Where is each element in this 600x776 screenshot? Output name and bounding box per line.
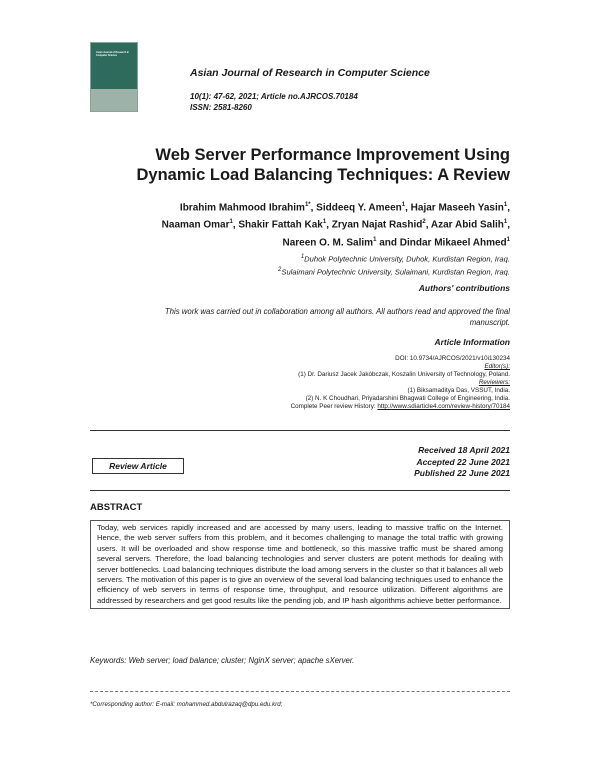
doi-text: DOI: 10.9734/AJRCOS/2021/v10i130234 xyxy=(395,355,510,362)
author-list xyxy=(90,198,510,250)
reviewer-entry: (2) N. K Choudhari, Priyadarshini Bhagwati College of Engineering, India. xyxy=(305,395,510,402)
corresponding-author-footnote: *Corresponding author: E-mail: mohammed.abdulrazaq@dpu.edu.krd; xyxy=(90,701,283,708)
author-name: Shakir Fattah Kak xyxy=(238,219,323,231)
paper-title-line-2: Dynamic Load Balancing Techniques: A Review xyxy=(136,166,510,184)
editor-entry: (1) Dr. Dariusz Jacek Jakóbczak, Koszalin University of Technology, Poland. xyxy=(298,371,510,378)
author-affiliation-mark: 2 xyxy=(422,219,426,226)
author-line-2: Naaman Omar$^1$, Shakir Fattah Kak$^1$, Zryan Najat Rashid$^2$, Azar Abid Salih$^1$, xyxy=(161,219,510,231)
author-affiliation-mark: 1 xyxy=(506,236,510,243)
author-name: Ibrahim Mahmood Ibrahim xyxy=(179,202,305,214)
journal-citation: 10(1): 47-62, 2021; Article no.AJRCOS.70184 xyxy=(190,92,358,101)
affiliation-1: $^1$Duhok Polytechnic University, Duhok, Kurdistan Region, Iraq. xyxy=(300,254,510,264)
author-name: Dindar Mikaeel Ahmed xyxy=(399,236,507,248)
author-affiliation-mark: 1* xyxy=(304,202,311,208)
journal-meta xyxy=(190,91,358,113)
author-affiliation-mark: 1 xyxy=(401,202,406,208)
published-date: Published 22 June 2021 xyxy=(414,468,510,478)
review-history-link[interactable]: http://www.sdiarticle4.com/review-history/70184 xyxy=(377,403,510,410)
author-affiliation-mark: 1 xyxy=(503,202,508,208)
footnote-divider xyxy=(90,691,510,692)
reviewer-entry: (1) Biksamaditya Das, VSSUT, India. xyxy=(407,387,510,394)
affiliations xyxy=(150,252,510,277)
author-affiliation-mark: 1 xyxy=(503,219,508,226)
paper-title xyxy=(90,145,510,185)
author-name: Hajar Maseeh Yasin xyxy=(410,202,504,214)
article-info-heading: Article Information xyxy=(434,337,510,347)
author-line-3: Nareen O. M. Salim$^1$ and Dindar Mikaeel Ahmed$^1$ xyxy=(282,236,510,248)
cover-title: Asian Journal of Research in Computer Science xyxy=(96,51,129,57)
abstract-heading: ABSTRACT xyxy=(90,502,143,513)
received-date: Received 18 April 2021 xyxy=(418,445,510,455)
editors-label: Editor(s): xyxy=(484,363,510,370)
journal-issn: ISSN: 2581-8260 xyxy=(190,103,252,112)
author-affiliation-mark: 1 xyxy=(373,236,377,243)
author-affiliation-mark: 1 xyxy=(322,219,327,226)
publication-dates xyxy=(360,445,510,480)
journal-name: Asian Journal of Research in Computer Science xyxy=(190,67,430,79)
author-affiliation-mark: 1 xyxy=(229,219,233,226)
cover-band xyxy=(91,89,137,111)
contributions-text: This work was carried out in collaboration among all authors. All authors read and approved the final manuscript. xyxy=(164,307,510,327)
reviewers-label: Reviewers: xyxy=(478,379,510,386)
affiliation-2: $^2$Sulaimani Polytechnic University, Sulaimani, Kurdistan Region, Iraq. xyxy=(278,266,510,277)
article-type-badge: Review Article xyxy=(92,458,184,474)
author-name: Naaman Omar xyxy=(161,219,230,231)
divider xyxy=(90,490,510,491)
author-name: Zryan Najat Rashid xyxy=(331,219,423,231)
author-name: Nareen O. M. Salim xyxy=(282,236,374,248)
author-line-1: Ibrahim Mahmood Ibrahim$^{1*}$, Siddeeq Y. Ameen$^1$, Hajar Maseeh Yasin$^1$, xyxy=(179,202,510,214)
journal-cover-image xyxy=(90,42,138,112)
abstract-body: Today, web services rapidly increased and are accessed by many users, leading to massive traffic on the Internet. Hence, the web server suffers from this problem, and it becomes challenging to manage the total traffic with growing users. It will be overloaded and show response time and bottleneck, so this massive traffic must be shared among several servers. Therefore, the load balancing technologies and server clusters are potent methods for dealing with server bottlenecks. Load balancing techniques distribute the load among servers in the cluster so that it balances all web servers. The motivation of this paper is to give an overview of the several load balancing techniques used to enhance the efficiency of web servers in terms of response time, throughput, and resource utilization. Different algorithms are addressed by researchers and get good results like the pending job, and IP hash algorithms achieve better performance. xyxy=(90,520,510,609)
author-name: Azar Abid Salih xyxy=(430,219,504,231)
divider xyxy=(90,430,510,431)
contributions-heading: Authors' contributions xyxy=(418,283,510,293)
article-info-block xyxy=(200,355,510,411)
paper-title-line-1: Web Server Performance Improvement Using xyxy=(155,146,510,164)
keywords: Keywords: Web server; load balance; cluster; NginX server; apache sXerver. xyxy=(90,656,355,665)
accepted-date: Accepted 22 June 2021 xyxy=(416,456,510,467)
author-name: Siddeeq Y. Ameen xyxy=(316,202,402,214)
review-history: Complete Peer review History: http://www.sdiarticle4.com/review-history/70184 xyxy=(290,403,510,410)
